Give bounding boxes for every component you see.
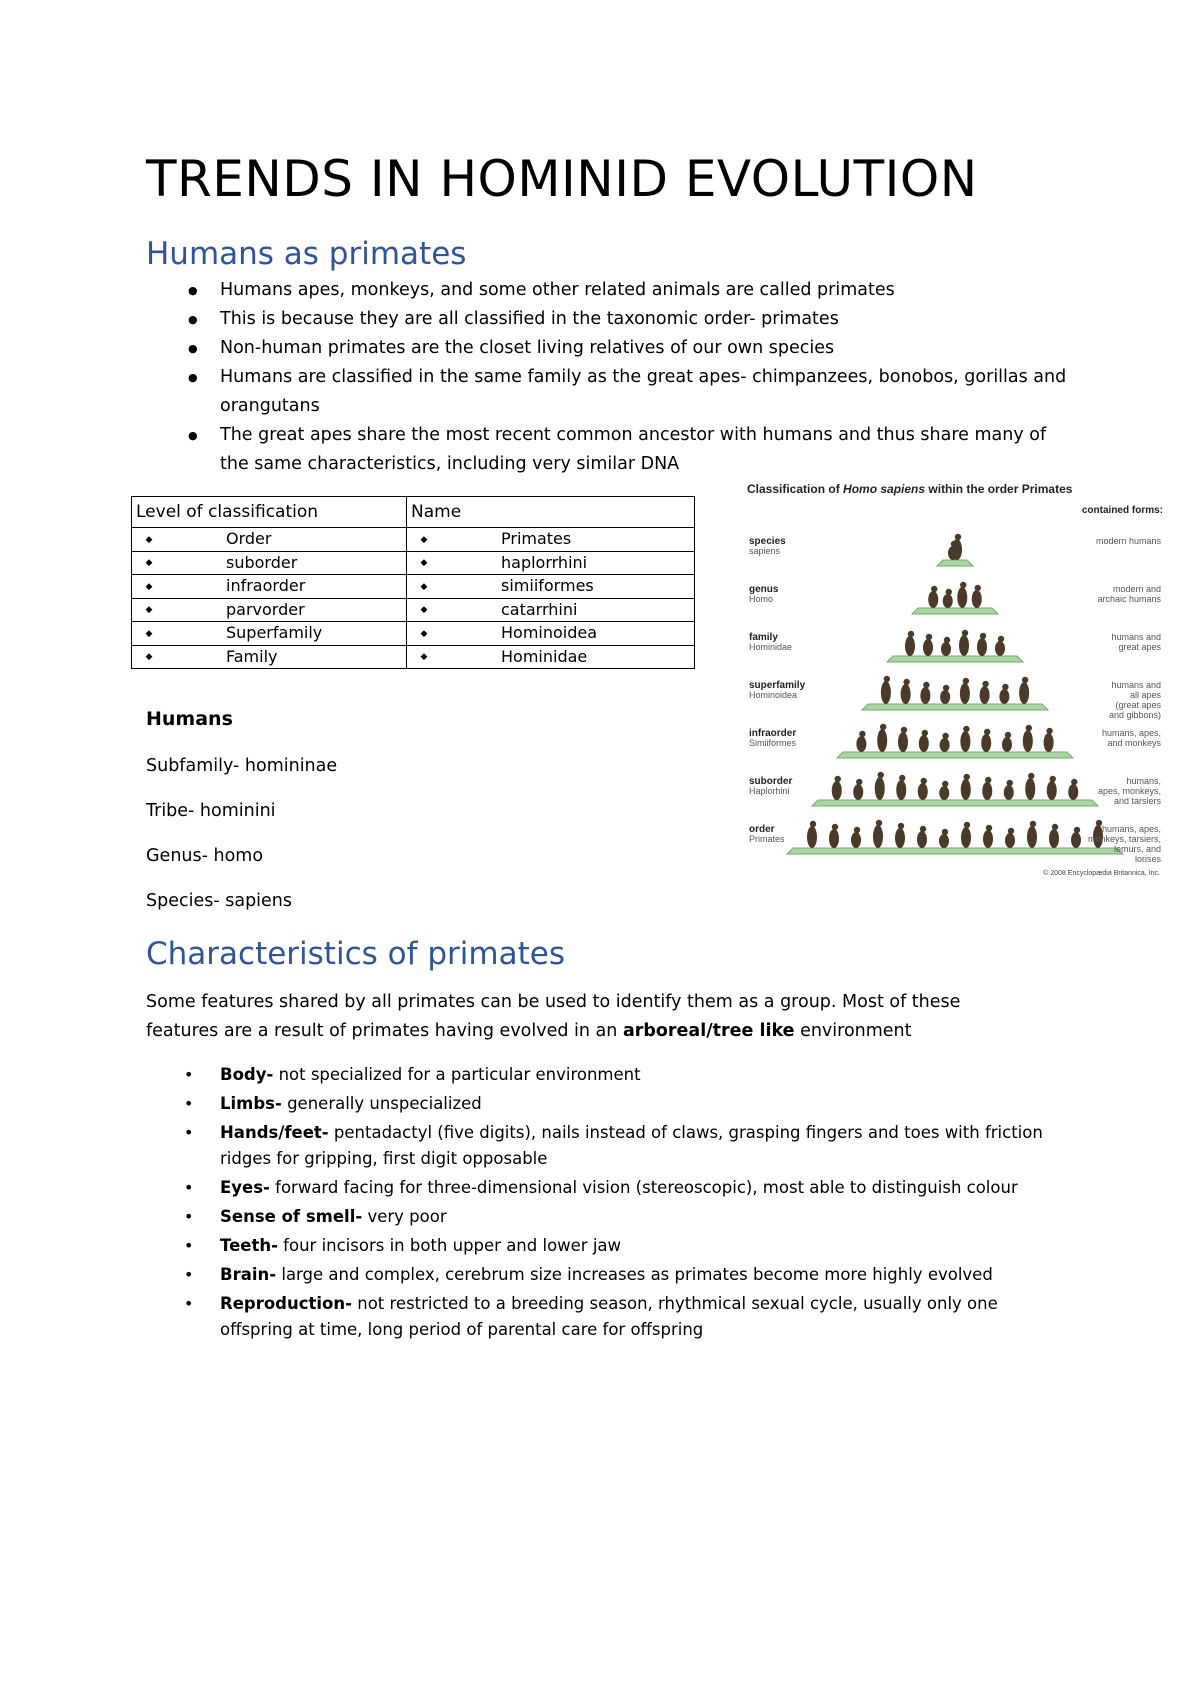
- bullet-icon: ◆: [420, 605, 428, 615]
- section-heading-characteristics: Characteristics of primates: [146, 936, 565, 972]
- primate-figure: [918, 783, 928, 800]
- primate-figure: [807, 826, 817, 848]
- pyramid-tier: [912, 608, 998, 614]
- primate-figure: [919, 735, 929, 752]
- primate-figure: [922, 730, 928, 736]
- table-cell: Superfamily: [226, 623, 323, 642]
- bullet-icon: ◆: [145, 652, 153, 662]
- primate-figure: [942, 733, 948, 739]
- contained-forms-label: modern humans: [1095, 536, 1161, 546]
- primate-figure: [940, 738, 950, 752]
- pyramid-tier: [937, 560, 973, 566]
- table-cell: haplorrhini: [501, 552, 588, 572]
- humans-heading: Humans: [146, 708, 233, 730]
- primate-figure: [943, 685, 949, 691]
- contained-forms-label: humans, apes,: [1101, 728, 1161, 738]
- primate-figure: [881, 681, 891, 704]
- classification-table: [131, 496, 695, 669]
- list-item: ● Humans are classified in the same family as the great apes- chimpanzees, bonobos, gorillas and orangutans: [188, 363, 1068, 421]
- primate-figure: [896, 780, 906, 800]
- list-item: • Eyes- forward facing for three-dimensional vision (stereoscopic), most able to distinguish colour: [180, 1175, 1060, 1201]
- primate-figure: [944, 637, 950, 643]
- contained-forms-label: modern and: [1112, 584, 1161, 594]
- primate-figure: [877, 729, 887, 752]
- primate-figure: [923, 682, 929, 688]
- list-item: ● Humans apes, monkeys, and some other related animals are called primates: [188, 276, 1068, 305]
- table-row: [132, 551, 695, 575]
- pyramid-tiers: [787, 534, 1123, 854]
- taxon-label: Homo: [749, 594, 774, 604]
- primate-figure: [829, 829, 839, 848]
- table-header-cell: Level of classification: [132, 497, 407, 528]
- primate-figure: [1005, 732, 1011, 738]
- primate-figure: [975, 585, 981, 591]
- primate-figure: [1046, 728, 1052, 734]
- table-cell: suborder: [226, 552, 298, 572]
- characteristics-list: [180, 1062, 1060, 1346]
- table-cell: parvorder: [226, 599, 305, 619]
- list-item: • Sense of smell- very poor: [180, 1204, 1060, 1230]
- table-cell: Primates: [501, 529, 572, 548]
- primate-figure: [1050, 776, 1056, 782]
- primate-figure: [851, 832, 861, 848]
- list-item: • Brain- large and complex, cerebrum size increases as primates become more highly evolved: [180, 1262, 1060, 1288]
- primate-figure: [1025, 778, 1035, 800]
- section-heading-humans-as-primates: Humans as primates: [146, 236, 467, 272]
- primate-figure: [835, 776, 841, 782]
- primate-figure: [1049, 829, 1059, 848]
- primate-figure: [1008, 828, 1014, 834]
- primate-figure: [1074, 827, 1080, 833]
- pyramid-tier: [837, 752, 1073, 758]
- primate-figure: [982, 782, 992, 800]
- primate-figure: [1028, 773, 1034, 779]
- primate-figure: [984, 729, 990, 735]
- classification-pyramid-figure: [745, 480, 1165, 880]
- rank-label: genus: [749, 584, 779, 595]
- primate-figure: [905, 636, 915, 656]
- primate-figure: [939, 834, 949, 848]
- table-row: [132, 575, 695, 599]
- primate-figure: [982, 681, 988, 687]
- contained-forms-label: archaic humans: [1097, 594, 1161, 604]
- list-item: • Hands/feet- pentadactyl (five digits), nails instead of claws, grasping fingers and toes with friction ridges for gripping, first digit opposable: [180, 1120, 1060, 1172]
- table-row: [132, 622, 695, 646]
- list-item: ● This is because they are all classified in the taxonomic order- primates: [188, 305, 1068, 334]
- primate-figure: [1052, 824, 1058, 830]
- humans-as-primates-list: [188, 276, 1068, 479]
- primate-figure: [1030, 821, 1036, 827]
- primate-figure: [972, 590, 982, 608]
- taxon-label: Simiiformes: [749, 738, 797, 748]
- primate-figure: [1026, 725, 1032, 731]
- arboreal-term: arboreal/tree like: [622, 1021, 795, 1041]
- primate-figure: [952, 539, 962, 560]
- bullet-icon: ◆: [145, 605, 153, 615]
- primate-figure: [999, 689, 1009, 704]
- figure-copyright: © 2008 Encyclopædia Britannica, Inc.: [1043, 870, 1160, 877]
- primate-figure: [1047, 781, 1057, 800]
- pyramid-tier: [787, 848, 1123, 854]
- primate-figure: [1044, 733, 1054, 752]
- primate-figure: [875, 777, 885, 800]
- primate-figure: [1071, 779, 1077, 785]
- table-cell: catarrhini: [501, 599, 578, 619]
- primate-figure: [946, 589, 952, 595]
- table-cell: infraorder: [226, 576, 306, 595]
- contained-forms-label: apes, monkeys,: [1097, 786, 1161, 796]
- primate-figure: [957, 587, 967, 608]
- primate-figure: [859, 731, 865, 737]
- contained-forms-label: humans and: [1111, 632, 1161, 642]
- contained-forms-label: great apes: [1118, 642, 1161, 652]
- contained-forms-label: (great apes: [1115, 700, 1161, 710]
- table-cell: Hominoidea: [501, 623, 598, 642]
- taxon-tribe: Tribe- hominini: [146, 801, 276, 821]
- primate-figure: [960, 582, 966, 588]
- primate-figure: [926, 634, 932, 640]
- bullet-icon: ◆: [145, 628, 153, 639]
- primate-figure: [878, 772, 884, 778]
- pyramid-tier: [812, 800, 1098, 806]
- table-cell: Hominidae: [501, 646, 588, 666]
- contained-forms-label: humans,: [1126, 776, 1161, 786]
- table-cell: Order: [226, 529, 272, 548]
- bullet-icon: ◆: [420, 534, 428, 545]
- primate-figure: [960, 683, 970, 704]
- primate-figure: [964, 774, 970, 780]
- primate-figure: [981, 734, 991, 752]
- primate-figure: [1022, 677, 1028, 683]
- primate-figure: [853, 784, 863, 800]
- primate-figure: [856, 736, 866, 752]
- primate-figure: [1068, 784, 1078, 800]
- primate-figure: [1071, 832, 1081, 848]
- primate-figure: [920, 687, 930, 704]
- contained-forms-label: and monkeys: [1107, 738, 1161, 748]
- primate-figure: [898, 732, 908, 752]
- primate-figure: [920, 826, 926, 832]
- primate-figure: [940, 690, 950, 704]
- bullet-icon: ◆: [145, 558, 153, 568]
- primate-figure: [980, 633, 986, 639]
- pyramid-labels: [749, 536, 1161, 864]
- primate-figure: [1019, 682, 1029, 704]
- primate-figure: [884, 676, 890, 682]
- list-item: • Reproduction- not restricted to a breeding season, rhythmical sexual cycle, usually only one offspring at time, long period of parental care for offspring: [180, 1291, 1060, 1343]
- primate-figure: [943, 594, 953, 608]
- contained-forms-label: and tarsiers: [1113, 796, 1161, 806]
- bullet-icon: ◆: [420, 628, 428, 639]
- bullet-icon: ◆: [145, 534, 153, 545]
- taxon-label: Hominoidea: [749, 690, 798, 700]
- primate-figure: [923, 639, 933, 656]
- rank-label: suborder: [749, 776, 793, 787]
- bullet-icon: ◆: [420, 581, 428, 592]
- primate-figure: [876, 820, 882, 826]
- taxon-genus: Genus- homo: [146, 846, 264, 866]
- primate-figure: [939, 786, 949, 800]
- list-item: • Body- not specialized for a particular environment: [180, 1062, 1060, 1088]
- rank-label: species: [749, 536, 786, 547]
- primate-figure: [961, 827, 971, 848]
- primate-figure: [1007, 780, 1013, 786]
- primate-figure: [856, 779, 862, 785]
- primate-figure: [985, 777, 991, 783]
- primate-figure: [980, 686, 990, 704]
- table-row: [132, 528, 695, 552]
- list-item: ● Non-human primates are the closet living relatives of our own species: [188, 334, 1068, 363]
- characteristics-intro: Some features shared by all primates can be used to identify them as a group. Most of these features are a result of primates having evolved in an arboreal/tree like environment: [146, 992, 961, 1041]
- contained-forms-label: lorises: [1134, 854, 1161, 864]
- list-item: ● The great apes share the most recent common ancestor with humans and thus share many of the same characteristics, including very similar DNA: [188, 421, 1068, 479]
- primate-figure: [1027, 826, 1037, 848]
- primate-figure: [959, 635, 969, 656]
- primate-figure: [986, 825, 992, 831]
- contained-forms-label: and gibbons): [1108, 710, 1161, 720]
- pyramid-tier: [862, 704, 1048, 710]
- table-header-cell: Name: [407, 497, 695, 528]
- list-item: • Teeth- four incisors in both upper and lower jaw: [180, 1233, 1060, 1259]
- primate-figure: [963, 678, 969, 684]
- primate-figure: [963, 726, 969, 732]
- contained-forms-label: all apes: [1129, 690, 1161, 700]
- primate-figure: [942, 829, 948, 835]
- primate-figure: [960, 731, 970, 752]
- rank-label: superfamily: [749, 680, 806, 691]
- primate-figure: [995, 641, 1005, 656]
- list-item: • Limbs- generally unspecialized: [180, 1091, 1060, 1117]
- contained-forms-label: monkeys, tarsiers,: [1087, 834, 1161, 844]
- primate-figure: [854, 827, 860, 833]
- primate-figure: [962, 630, 968, 636]
- bullet-icon: ◆: [420, 558, 428, 568]
- primate-figure: [895, 828, 905, 848]
- primate-figure: [942, 781, 948, 787]
- taxon-label: Primates: [749, 834, 785, 844]
- contained-forms-header: contained forms:: [1081, 505, 1163, 516]
- primate-figure: [955, 534, 961, 540]
- taxon-subfamily: Subfamily- homininae: [146, 756, 338, 776]
- primate-figure: [917, 831, 927, 848]
- primate-figure: [961, 779, 971, 800]
- primate-figure: [899, 775, 905, 781]
- taxon-label: Haplorhini: [749, 786, 790, 796]
- primate-figure: [1002, 684, 1008, 690]
- taxon-label: sapiens: [749, 546, 781, 556]
- primate-figure: [832, 824, 838, 830]
- page-title: TRENDS IN HOMINID EVOLUTION: [146, 150, 978, 208]
- primate-figure: [1004, 785, 1014, 800]
- primate-figure: [931, 586, 937, 592]
- taxon-label: Hominidae: [749, 642, 793, 652]
- primate-figure: [928, 591, 938, 608]
- taxon-species: Species- sapiens: [146, 891, 293, 911]
- primate-figure: [1005, 833, 1015, 848]
- bullet-icon: ◆: [145, 581, 153, 592]
- primate-figure: [1002, 737, 1012, 752]
- table-row: [132, 645, 695, 669]
- contained-forms-label: lemurs, and: [1113, 844, 1161, 854]
- table-row: [132, 598, 695, 622]
- table-header-row: [132, 497, 695, 528]
- primate-figure: [1023, 730, 1033, 752]
- primate-figure: [901, 684, 911, 704]
- primate-figure: [964, 822, 970, 828]
- primate-figure: [908, 631, 914, 637]
- bullet-icon: ◆: [420, 652, 428, 662]
- primate-figure: [810, 821, 816, 827]
- rank-label: family: [749, 632, 778, 643]
- figure-title: Classification of Homo sapiens within the order Primates: [747, 482, 1073, 496]
- rank-label: infraorder: [749, 728, 797, 739]
- pyramid-tier: [887, 656, 1023, 662]
- primate-figure: [977, 638, 987, 656]
- primate-figure: [880, 724, 886, 730]
- primate-figure: [941, 642, 951, 656]
- primate-figure: [921, 778, 927, 784]
- table-cell: Family: [226, 646, 278, 666]
- primate-figure: [998, 636, 1004, 642]
- table-cell: simiiformes: [501, 576, 594, 595]
- contained-forms-label: humans, apes,: [1101, 824, 1161, 834]
- primate-figure: [873, 825, 883, 848]
- rank-label: order: [749, 824, 775, 835]
- primate-figure: [898, 823, 904, 829]
- primate-figure: [832, 781, 842, 800]
- primate-figure: [903, 679, 909, 685]
- primate-figure: [983, 830, 993, 848]
- contained-forms-label: humans and: [1111, 680, 1161, 690]
- primate-figure: [901, 727, 907, 733]
